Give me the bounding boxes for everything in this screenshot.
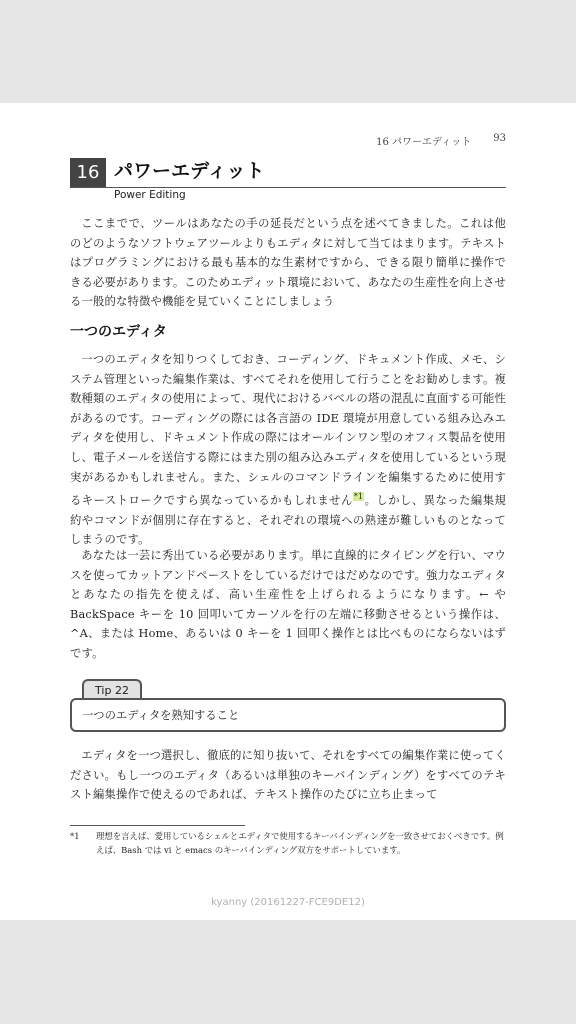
body-paragraph-1 — [70, 350, 506, 550]
body-paragraph-3: エディタを一つ選択し、徹底的に知り抜いて、それをすべての編集作業に使ってください。もし一つのエディタ（あるいは単独のキーバインディング）をすべてのテキスト編集操作で使えるのであれば、テキスト操作のたびに立ち止まって — [70, 749, 506, 802]
book-page — [0, 103, 576, 920]
paragraph-text: 一つのエディタを知りつくしておき、コーディング、ドキュメント作成、メモ、システム管理といった編集作業は、すべてそれを使用して行うことをお勧めします。複数種類のエディタの使用によって、現代におけるバベルの塔の混乱に直面する可能性があるのです。コーディングの際には各言語の IDE 環境が用意している組み込みエディタを使用し、ドキュメント作成の際にはオールインワン型のオフィス製品を使用し、電子メールを送信する際にはまた別の組み込みエディタを使用しているという現実があるかもしれません。また、シェルのコマンドラインを編集するために使用するキーストロークですら異なっているかもしれません — [70, 353, 506, 507]
chapter-title-rule — [70, 187, 506, 188]
footnote-rule — [70, 825, 245, 826]
tip-label: Tip 22 — [82, 679, 142, 700]
intro-paragraph: ここまでで、ツールはあなたの手の延長だという点を述べてきました。これは他のどのようなソフトウェアツールよりもエディタに対して当てはまります。テキストはプログラミングにおける最も基本的な生素材ですから、できる限り簡単に操作できる必要があります。このためエディット環境において、あなたの生産性を向上させる一般的な特徴や機能を見ていくことにしましょう — [70, 217, 506, 309]
footnote-label: *1 — [70, 831, 80, 841]
section-heading: 一つのエディタ — [70, 324, 167, 340]
footnote-marker[interactable]: *1 — [353, 492, 364, 502]
body-paragraph-2: あなたは一芸に秀出ている必要があります。単に直線的にタイピングを行い、マウスを使ってカットアンドペーストをしているだけではだめなのです。強力なエディタとあなたの指先を使えば、高い生産性を上げられるようになります。← や BackSpace キーを 10 回叩いてカーソルを行の左端に移動させるという操作は、^A、または Home、あるいは 0 キーを 1 回叩く操作とは比べものにならないはずです。 — [70, 549, 506, 660]
tip-box — [70, 698, 506, 732]
chapter-number-badge: 16 — [70, 158, 106, 188]
chapter-title: パワーエディット — [114, 160, 265, 182]
tip-text: 一つのエディタを熟知すること — [82, 709, 240, 722]
watermark: kyanny (20161227-FCE9DE12) — [211, 897, 365, 908]
footnote-text: 理想を言えば、愛用しているシェルとエディタで使用するキーバインディングを一致させておくべきです。例えば、Bash では vi と emacs のキーバインディング双方をサポートしています。 — [96, 831, 504, 855]
page-number: 93 — [493, 133, 506, 144]
footnote — [70, 829, 506, 857]
chapter-subtitle: Power Editing — [114, 189, 186, 201]
paragraph-text: 。しかし、異なった編集規約やコマンドが個別に存在すると、それぞれの環境への熟達が難しいものとなってしまうのです。 — [70, 493, 506, 547]
running-head-chapter: 16 パワーエディット — [376, 137, 472, 148]
running-head — [376, 133, 506, 148]
